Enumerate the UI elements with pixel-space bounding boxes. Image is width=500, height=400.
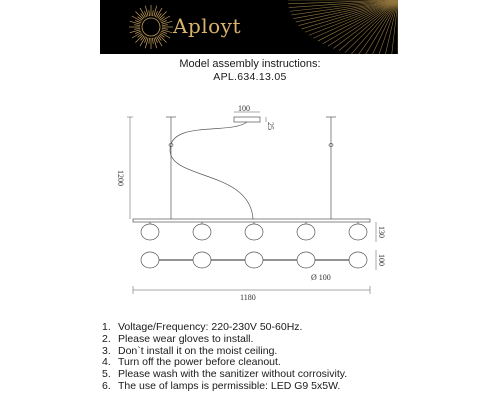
lamp-shade-front — [193, 224, 211, 240]
power-cord — [170, 122, 253, 219]
lamp-shade-bottom — [193, 252, 211, 268]
instructions-list — [102, 322, 347, 393]
lamp-shade-bottom — [297, 252, 315, 268]
brand-name: Aployt — [173, 14, 242, 38]
lamp-shade-front — [245, 224, 263, 240]
dim-shade-height: 100 — [377, 254, 386, 266]
lamp-shade-bottom — [245, 252, 263, 268]
dim-mount-width: 100 — [238, 104, 250, 113]
instruction-item: 5. Please wash with the sanitizer without corrosivity. — [102, 368, 348, 381]
instruction-item: 1. Voltage/Frequency: 220-230V 50-60Hz. — [102, 321, 303, 333]
model-number: APL.634.13.05 — [213, 71, 287, 83]
lamp-shade-bottom — [349, 252, 367, 268]
instruction-item: 2. Please wear gloves to install. — [102, 332, 254, 345]
instruction-item: 6. The use of lamps is permissible: LED G9 5x5W. — [102, 379, 341, 392]
lamp-shade-front — [141, 224, 159, 240]
instruction-item: 4. Turn off the power before cleanout. — [102, 356, 281, 369]
lamp-shade-front — [297, 224, 315, 240]
dim-total-height: 1200 — [116, 170, 125, 186]
instruction-item: 3. Don`t install it on the moist ceiling. — [102, 344, 278, 357]
page-title: Model assembly instructions: — [179, 58, 321, 70]
lamp-shade-bottom — [141, 252, 159, 268]
dim-shade-diameter: Ø 100 — [311, 273, 331, 282]
dim-mount-height: 25 — [266, 122, 275, 130]
lamp-shade-front — [349, 224, 367, 240]
dim-bar-to-shade: 130 — [377, 226, 386, 238]
dim-total-length: 1180 — [240, 293, 256, 302]
ceiling-mount — [234, 117, 260, 122]
horizontal-bar — [133, 219, 370, 222]
